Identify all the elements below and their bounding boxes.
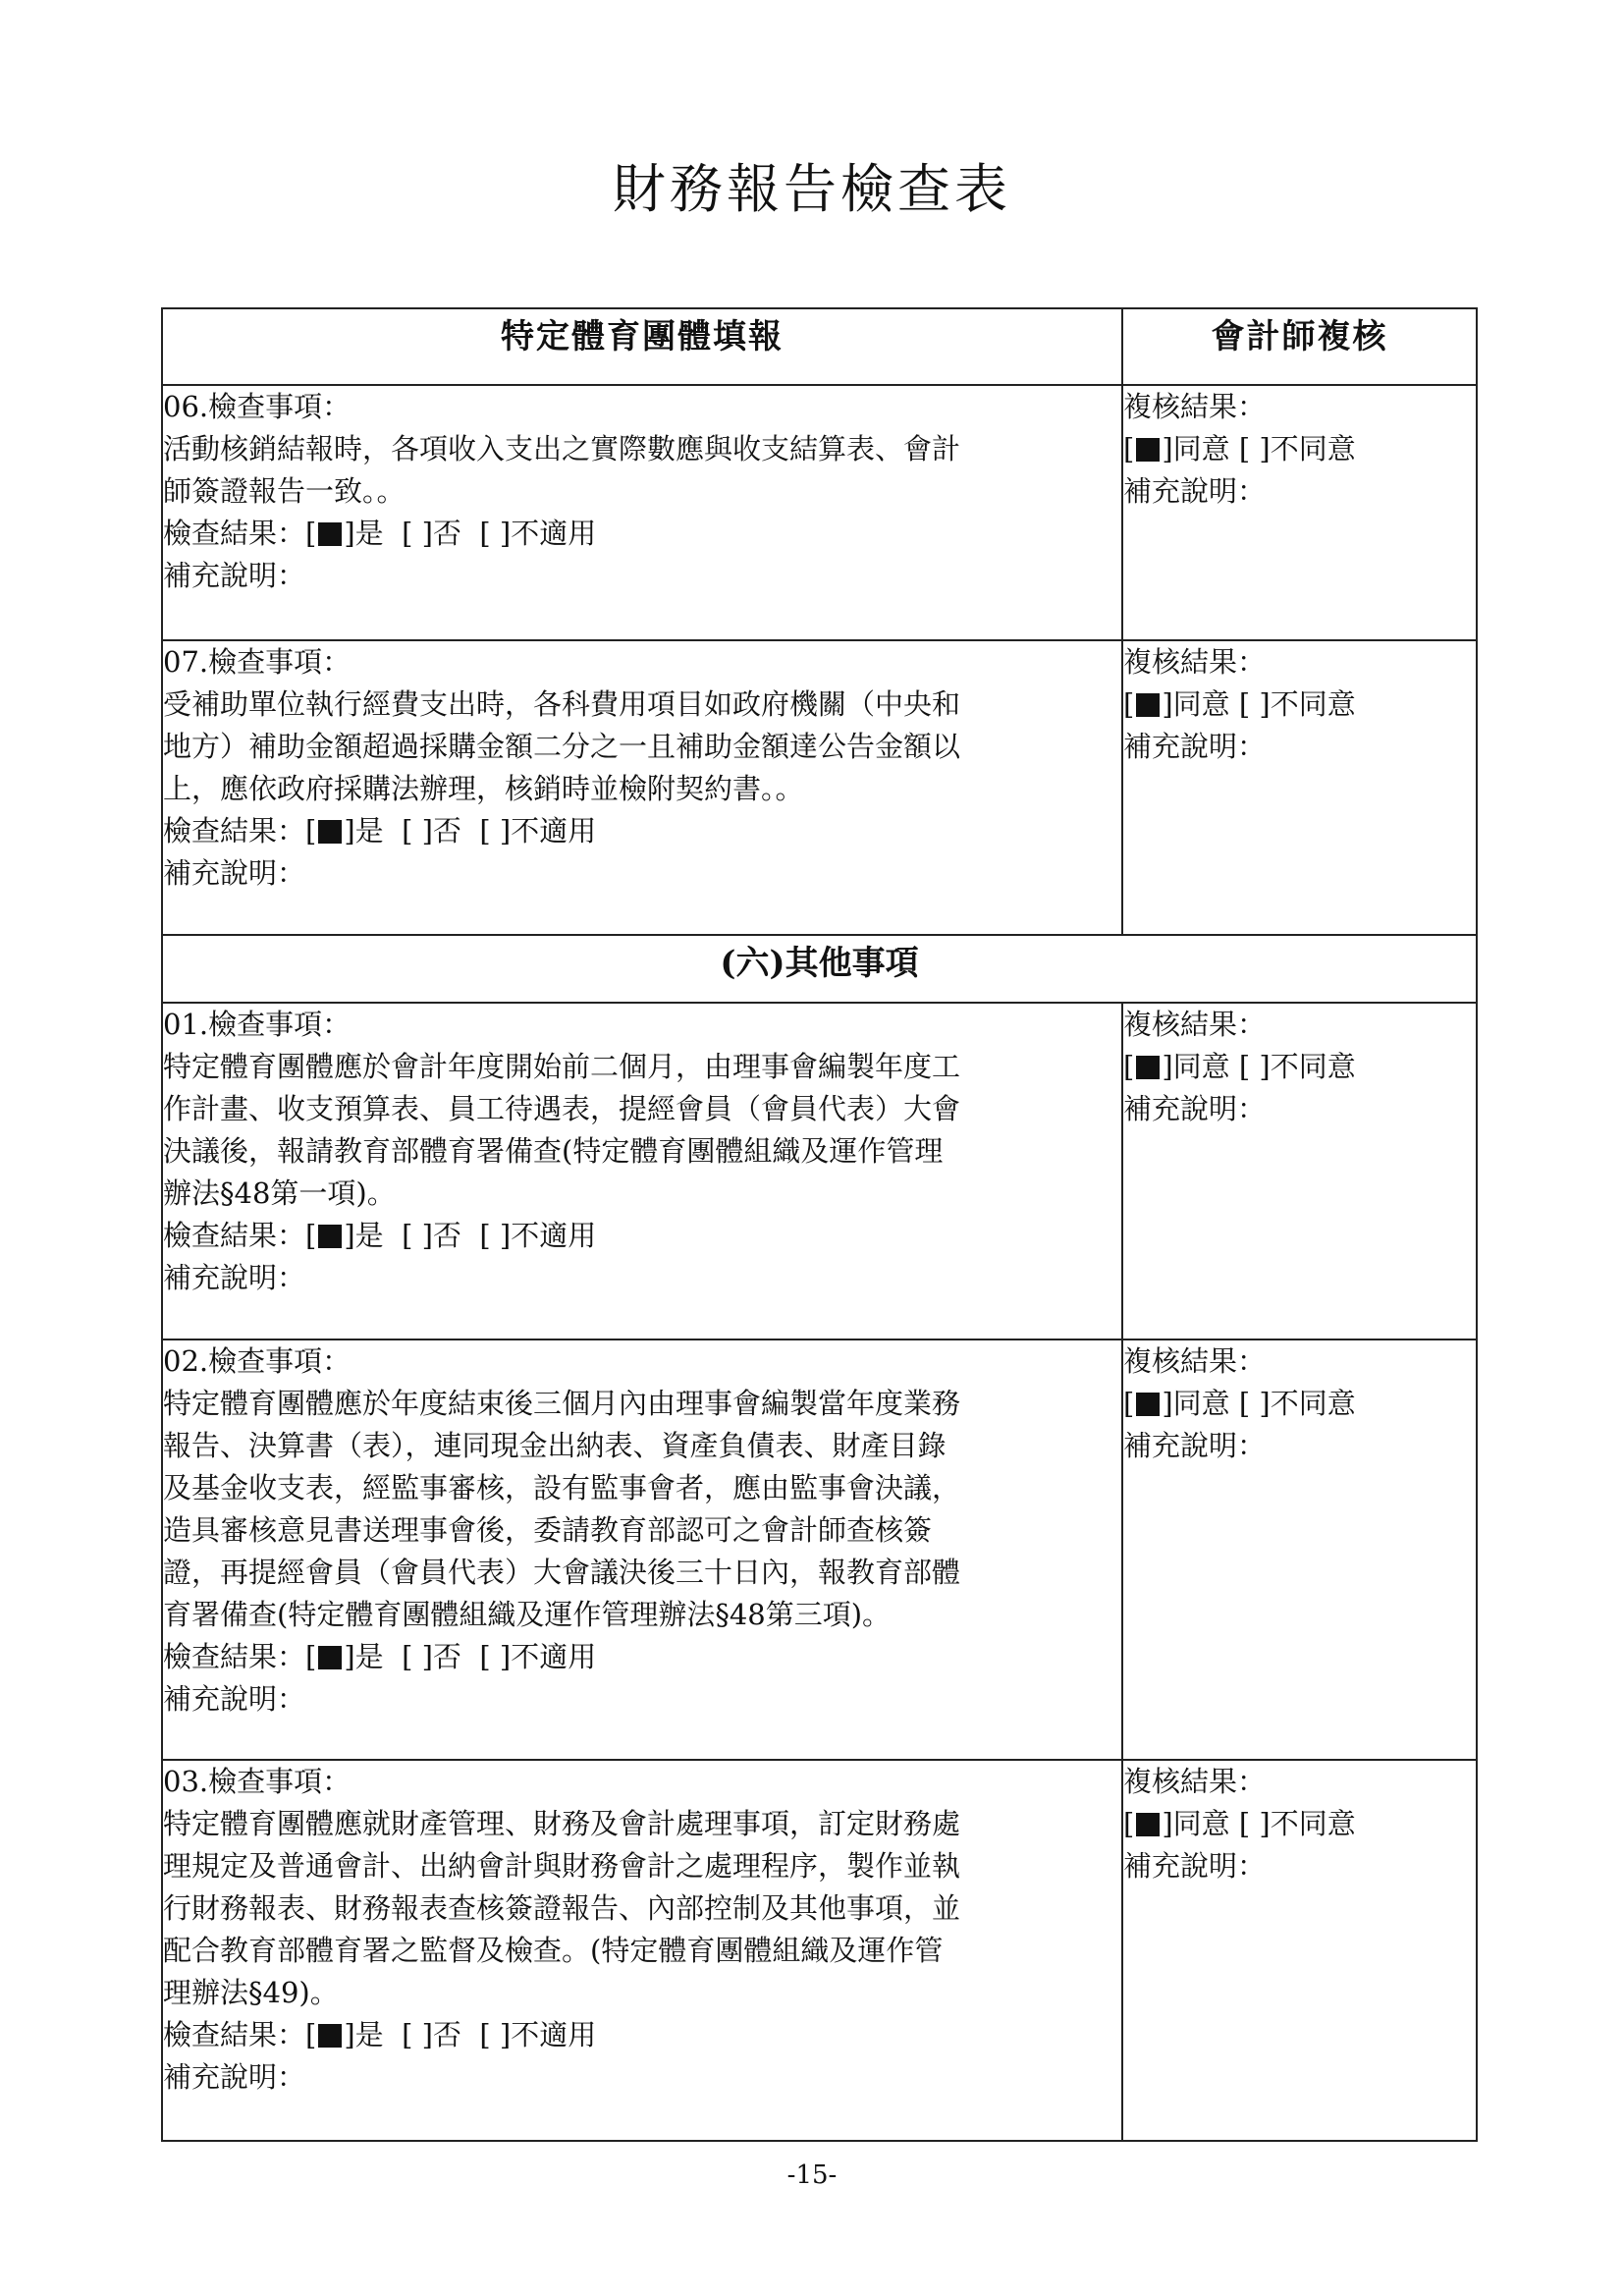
result-na: [ ]不適用 bbox=[479, 1219, 597, 1253]
item-text-line: 作計畫、收支預算表、員工待遇表，提經會員（會員代表）大會 bbox=[163, 1092, 961, 1126]
review-label: 複核結果： bbox=[1123, 1008, 1267, 1042]
item-number: 07. bbox=[163, 645, 209, 680]
item-number: 01. bbox=[163, 1008, 209, 1042]
checked-box-icon bbox=[318, 2024, 342, 2048]
review-note: 補充說明： bbox=[1123, 1092, 1267, 1126]
item-text-line: 行財務報表、財務報表查核簽證報告、內部控制及其他事項，並 bbox=[163, 1890, 961, 1925]
item-text-line: 證，再提經會員（會員代表）大會議決後三十日內，報教育部體 bbox=[163, 1555, 961, 1589]
header-right: 會計師複核 bbox=[1122, 308, 1477, 385]
checked-box-icon bbox=[318, 820, 342, 844]
item-cell bbox=[162, 385, 1122, 640]
review-disagree: [ ]不同意 bbox=[1238, 1386, 1356, 1420]
review-note: 補充說明： bbox=[1123, 474, 1267, 509]
item-cell bbox=[162, 640, 1122, 935]
result-no: [ ]否 bbox=[402, 2017, 461, 2051]
item-label: 檢查事項： bbox=[208, 1764, 352, 1798]
item-heading bbox=[163, 1340, 1121, 1383]
item-text-line: 及基金收支表，經監事審核，設有監事會者，應由監事會決議， bbox=[163, 1470, 961, 1504]
checked-box-icon bbox=[1136, 1056, 1160, 1079]
item-cell bbox=[162, 1339, 1122, 1760]
section-row bbox=[162, 935, 1477, 1003]
review-result: [ ]同意 [ ]不同意 bbox=[1123, 687, 1356, 722]
result-prefix: 檢查結果：[ bbox=[163, 1219, 317, 1253]
item-text-line: 理辦法§49)。 bbox=[163, 1975, 339, 2009]
checked-box-icon bbox=[1136, 1813, 1160, 1836]
checked-box-icon bbox=[1136, 693, 1160, 717]
result-yes: ]是 bbox=[344, 1219, 384, 1253]
review-cell bbox=[1122, 385, 1477, 640]
item-text-line: 理規定及普通會計、出納會計與財務會計之處理程序，製作並執 bbox=[163, 1848, 961, 1883]
review-label: 複核結果： bbox=[1123, 645, 1267, 680]
item-heading bbox=[163, 641, 1121, 683]
check-result bbox=[163, 810, 1121, 852]
review-note: 補充說明： bbox=[1123, 730, 1267, 764]
item-label: 檢查事項： bbox=[208, 1343, 352, 1378]
review-disagree: [ ]不同意 bbox=[1238, 1050, 1356, 1084]
item-text-line: 特定體育團體應於會計年度開始前二個月，由理事會編製年度工 bbox=[163, 1050, 961, 1084]
result-prefix: 檢查結果：[ bbox=[163, 814, 317, 848]
review-note: 補充說明： bbox=[1123, 1848, 1267, 1883]
result-na: [ ]不適用 bbox=[479, 517, 597, 551]
review-agree: ]同意 bbox=[1162, 1050, 1230, 1084]
item-text-line: 育署備查(特定體育團體組織及運作管理辦法§48第三項)。 bbox=[163, 1597, 892, 1631]
item-text-line: 決議後，報請教育部體育署備查(特定體育團體組織及運作管理 bbox=[163, 1134, 944, 1169]
review-result: [ ]同意 [ ]不同意 bbox=[1123, 1050, 1356, 1084]
checklist-table bbox=[161, 307, 1478, 2142]
review-result: [ ]同意 [ ]不同意 bbox=[1123, 1386, 1356, 1420]
result-na: [ ]不適用 bbox=[479, 2017, 597, 2051]
result-prefix: 檢查結果：[ bbox=[163, 517, 317, 551]
check-result bbox=[163, 1636, 1121, 1678]
item-number: 02. bbox=[163, 1343, 209, 1378]
result-yes: ]是 bbox=[344, 2017, 384, 2051]
item-text-line: 受補助單位執行經費支出時，各科費用項目如政府機關（中央和 bbox=[163, 687, 961, 722]
item-text-line: 特定體育團體應就財產管理、財務及會計處理事項，訂定財務處 bbox=[163, 1806, 961, 1840]
item-text-line: 報告、決算書（表），連同現金出納表、資產負債表、財產目錄 bbox=[163, 1428, 947, 1462]
review-label: 複核結果： bbox=[1123, 1764, 1267, 1798]
section-title: (六)其他事項 bbox=[162, 935, 1477, 1003]
review-agree: ]同意 bbox=[1162, 1806, 1230, 1840]
page-number: -15- bbox=[786, 2160, 838, 2190]
result-na: [ ]不適用 bbox=[479, 814, 597, 848]
checklist-row bbox=[162, 1760, 1477, 2141]
item-text-line: 活動核銷結報時，各項收入支出之實際數應與收支結算表、會計 bbox=[163, 432, 961, 466]
checked-box-icon bbox=[318, 1646, 342, 1669]
header-left: 特定體育團體填報 bbox=[162, 308, 1122, 385]
item-text-line: 師簽證報告一致。。 bbox=[163, 474, 406, 509]
checked-box-icon bbox=[1136, 438, 1160, 462]
note-label: 補充說明： bbox=[163, 2059, 306, 2094]
note-label: 補充說明： bbox=[163, 1681, 306, 1716]
review-note: 補充說明： bbox=[1123, 1428, 1267, 1462]
checklist-row bbox=[162, 385, 1477, 640]
result-yes: ]是 bbox=[344, 1639, 384, 1673]
result-no: [ ]否 bbox=[402, 1219, 461, 1253]
item-heading bbox=[163, 386, 1121, 428]
review-disagree: [ ]不同意 bbox=[1238, 1806, 1356, 1840]
item-cell bbox=[162, 1760, 1122, 2141]
checklist-row bbox=[162, 640, 1477, 935]
result-no: [ ]否 bbox=[402, 814, 461, 848]
review-disagree: [ ]不同意 bbox=[1238, 432, 1356, 466]
note-label: 補充說明： bbox=[163, 559, 306, 593]
review-cell bbox=[1122, 1003, 1477, 1339]
result-prefix: 檢查結果：[ bbox=[163, 1639, 317, 1673]
result-yes: ]是 bbox=[344, 814, 384, 848]
item-label: 檢查事項： bbox=[208, 390, 352, 424]
review-cell bbox=[1122, 1339, 1477, 1760]
item-number: 06. bbox=[163, 390, 209, 424]
check-result bbox=[163, 1215, 1121, 1257]
review-result: [ ]同意 [ ]不同意 bbox=[1123, 432, 1356, 466]
item-heading bbox=[163, 1761, 1121, 1803]
checklist-row bbox=[162, 1339, 1477, 1760]
review-cell bbox=[1122, 640, 1477, 935]
item-heading bbox=[163, 1004, 1121, 1046]
note-label: 補充說明： bbox=[163, 856, 306, 891]
checked-box-icon bbox=[318, 522, 342, 546]
check-result bbox=[163, 2014, 1121, 2056]
header-row bbox=[162, 308, 1477, 385]
document-title: 財務報告檢查表 bbox=[613, 158, 1011, 220]
item-text-line: 特定體育團體應於年度結束後三個月內由理事會編製當年度業務 bbox=[163, 1386, 961, 1420]
review-label: 複核結果： bbox=[1123, 390, 1267, 424]
result-yes: ]是 bbox=[344, 517, 384, 551]
checklist-row bbox=[162, 1003, 1477, 1339]
review-agree: ]同意 bbox=[1162, 432, 1230, 466]
checked-box-icon bbox=[318, 1225, 342, 1248]
review-result: [ ]同意 [ ]不同意 bbox=[1123, 1806, 1356, 1840]
review-cell bbox=[1122, 1760, 1477, 2141]
review-agree: ]同意 bbox=[1162, 1386, 1230, 1420]
result-prefix: 檢查結果：[ bbox=[163, 2017, 317, 2051]
note-label: 補充說明： bbox=[163, 1261, 306, 1295]
item-label: 檢查事項： bbox=[208, 1008, 352, 1042]
result-no: [ ]否 bbox=[402, 1639, 461, 1673]
checked-box-icon bbox=[1136, 1393, 1160, 1416]
item-cell bbox=[162, 1003, 1122, 1339]
review-label: 複核結果： bbox=[1123, 1343, 1267, 1378]
item-number: 03. bbox=[163, 1764, 209, 1798]
item-text-line: 辦法§48第一項)。 bbox=[163, 1176, 396, 1211]
item-text-line: 上，應依政府採購法辦理，核銷時並檢附契約書。。 bbox=[163, 772, 804, 806]
check-result bbox=[163, 513, 1121, 555]
item-label: 檢查事項： bbox=[208, 645, 352, 680]
item-text-line: 配合教育部體育署之監督及檢查。(特定體育團體組織及運作管 bbox=[163, 1933, 944, 1967]
review-agree: ]同意 bbox=[1162, 687, 1230, 722]
result-no: [ ]否 bbox=[402, 517, 461, 551]
review-disagree: [ ]不同意 bbox=[1238, 687, 1356, 722]
item-text-line: 地方）補助金額超過採購金額二分之一且補助金額達公告金額以 bbox=[163, 730, 961, 764]
item-text-line: 造具審核意見書送理事會後，委請教育部認可之會計師查核簽 bbox=[163, 1512, 933, 1547]
result-na: [ ]不適用 bbox=[479, 1639, 597, 1673]
